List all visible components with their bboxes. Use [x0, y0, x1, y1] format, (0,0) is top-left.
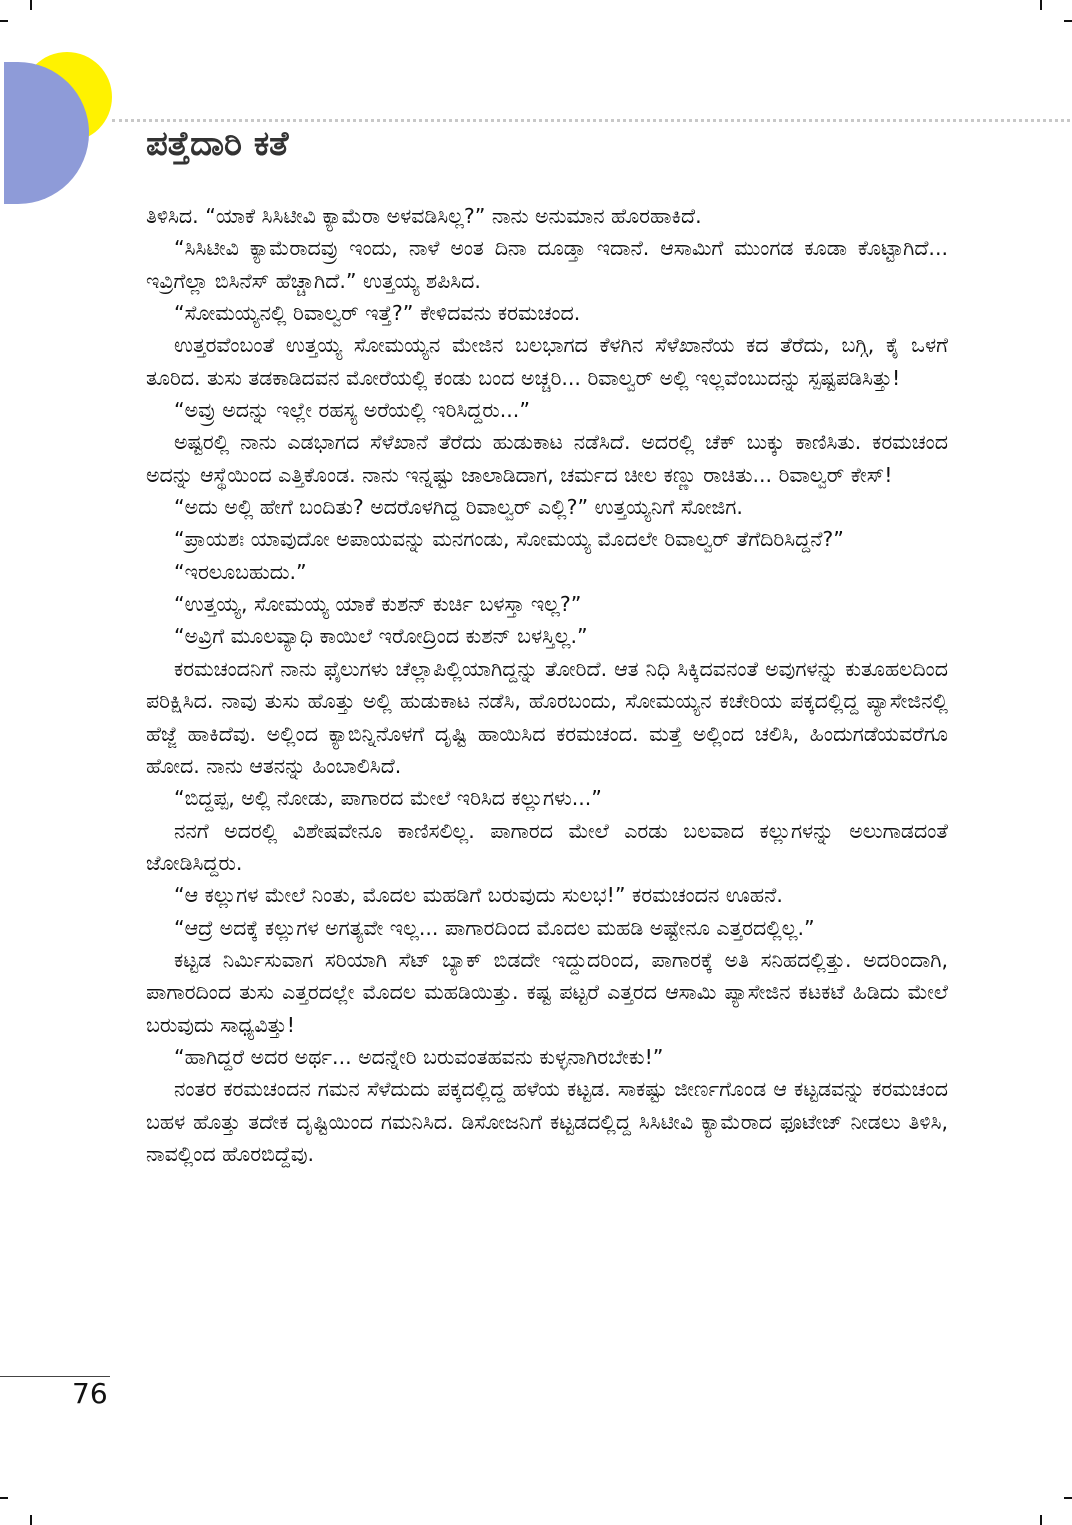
- page-number: 76: [72, 1377, 108, 1410]
- paragraph: “ಇರಲೂಬಹುದು.”: [174, 559, 307, 584]
- crop-mark: [30, 0, 32, 10]
- crop-mark: [1064, 20, 1072, 22]
- paragraph: “ಉತ್ತಯ್ಯ, ಸೋಮಯ್ಯ ಯಾಕೆ ಕುಶನ್ ಕುರ್ಚಿ ಬಳಸ್ತಾ ಇಲ್ಲ?”: [174, 592, 582, 617]
- crop-mark: [1040, 1515, 1042, 1525]
- paragraph: “ಅವ್ರಿಗೆ ಮೂಲವ್ಯಾಧಿ ಕಾಯಿಲೆ ಇರೋದ್ರಿಂದ ಕುಶನ್ ಬಳಸ್ತಿಲ್ಲ.”: [174, 624, 588, 649]
- paragraph: “ಬಿದ್ದಪ್ಪ, ಅಲ್ಲಿ ನೋಡು, ಪಾಗಾರದ ಮೇಲೆ ಇರಿಸಿದ ಕಲ್ಲುಗಳು...”: [174, 786, 602, 811]
- paragraph: ಕಟ್ಟಡ ನಿರ್ಮಿಸುವಾಗ ಸರಿಯಾಗಿ ಸೆಟ್ ಬ್ಯಾಕ್ ಬಿಡದೇ ಇದ್ದುದರಿಂದ, ಪಾಗಾರಕ್ಕೆ ಅತಿ ಸನಿಹದಲ್ಲಿತ್ತು. ಅದರಿಂದಾಗಿ, ಪಾಗಾರದಿಂದ ತುಸು ಎತ್ತರದಲ್ಲೇ ಮೊದಲ ಮಹಡಿಯಿತ್ತು. ಕಷ್ಟ ಪಟ್ಟರೆ ಎತ್ತರದ ಆಸಾಮಿ ಪ್ಯಾಸೇಜಿನ ಕಟಕಟೆ ಹಿಡಿದು ಮೇಲೆ ಬರುವುದು ಸಾಧ್ಯವಿತ್ತು!: [146, 947, 948, 1037]
- paragraph: ನನಗೆ ಅದರಲ್ಲಿ ವಿಶೇಷವೇನೂ ಕಾಣಿಸಲಿಲ್ಲ. ಪಾಗಾರದ ಮೇಲೆ ಎರಡು ಬಲವಾದ ಕಲ್ಲುಗಳನ್ನು ಅಲುಗಾಡದಂತೆ ಜೋಡಿಸಿದ್ದರು.: [146, 818, 948, 875]
- crop-mark: [30, 1515, 32, 1525]
- paragraph: ಕರಮಚಂದನಿಗೆ ನಾನು ಫೈಲುಗಳು ಚೆಲ್ಲಾಪಿಲ್ಲಿಯಾಗಿದ್ದನ್ನು ತೋರಿದೆ. ಆತ ನಿಧಿ ಸಿಕ್ಕಿದವನಂತೆ ಅವುಗಳನ್ನು ಕುತೂಹಲದಿಂದ ಪರಿಕ್ಷಿಸಿದ. ನಾವು ತುಸು ಹೊತ್ತು ಅಲ್ಲಿ ಹುಡುಕಾಟ ನಡೆಸಿ, ಹೊರಬಂದು, ಸೋಮಯ್ಯನ ಕಚೇರಿಯ ಪಕ್ಕದಲ್ಲಿದ್ದ ಪ್ಯಾಸೇಜಿನಲ್ಲಿ ಹೆಜ್ಜೆ ಹಾಕಿದೆವು. ಅಲ್ಲಿಂದ ಕ್ಯಾಬಿನ್ನಿನೊಳಗೆ ದೃಷ್ಟಿ ಹಾಯಿಸಿದ ಕರಮಚಂದ. ಮತ್ತೆ ಅಲ್ಲಿಂದ ಚಲಿಸಿ, ಹಿಂದುಗಡೆಯವರೆಗೂ ಹೋದ. ನಾನು ಆತನನ್ನು ಹಿಂಬಾಲಿಸಿದೆ.: [146, 656, 948, 778]
- crop-mark: [1064, 1497, 1072, 1499]
- paragraph: ಅಷ್ಟರಲ್ಲಿ ನಾನು ಎಡಭಾಗದ ಸೆಳೆಖಾನೆ ತೆರೆದು ಹುಡುಕಾಟ ನಡೆಸಿದೆ. ಅದರಲ್ಲಿ ಚೆಕ್ ಬುಕ್ಕು ಕಾಣಿಸಿತು. ಕರಮಚಂದ ಅದನ್ನು ಆಸ್ಥೆಯಿಂದ ಎತ್ತಿಕೊಂಡ. ನಾನು ಇನ್ನಷ್ಟು ಜಾಲಾಡಿದಾಗ, ಚರ್ಮದ ಚೀಲ ಕಣ್ಣು ರಾಚಿತು... ರಿವಾಲ್ವರ್ ಕೇಸ್!: [146, 430, 948, 487]
- paragraph: “ಸಿಸಿಟೀವಿ ಕ್ಯಾಮೆರಾದವ್ರು ಇಂದು, ನಾಳೆ ಅಂತ ದಿನಾ ದೂಡ್ತಾ ಇದಾನೆ. ಆಸಾಮಿಗೆ ಮುಂಗಡ ಕೂಡಾ ಕೊಟ್ಟಾಗಿದೆ... ಇವ್ರಿಗೆಲ್ಲಾ ಬಿಸಿನೆಸ್ ಹೆಚ್ಚಾಗಿದೆ.” ಉತ್ತಯ್ಯ ಶಪಿಸಿದ.: [146, 236, 948, 293]
- paragraph: ಉತ್ತರವೆಂಬಂತೆ ಉತ್ತಯ್ಯ ಸೋಮಯ್ಯನ ಮೇಜಿನ ಬಲಭಾಗದ ಕೆಳಗಿನ ಸೆಳೆಖಾನೆಯ ಕದ ತೆರೆದು, ಬಗ್ಗಿ, ಕೈ ಒಳಗೆ ತೂರಿದ. ತುಸು ತಡಕಾಡಿದವನ ಮೋರೆಯಲ್ಲಿ ಕಂಡು ಬಂದ ಅಚ್ಚರಿ... ರಿವಾಲ್ವರ್ ಅಲ್ಲಿ ಇಲ್ಲವೆಂಬುದನ್ನು ಸ್ಪಷ್ಟಪಡಿಸಿತ್ತು!: [146, 333, 948, 390]
- paragraph: “ಅವ್ರು ಅದನ್ನು ಇಲ್ಲೇ ರಹಸ್ಯ ಅರೆಯಲ್ಲಿ ಇರಿಸಿದ್ದರು...”: [174, 398, 530, 423]
- paragraph: “ಸೋಮಯ್ಯನಲ್ಲಿ ರಿವಾಲ್ವರ್ ಇತ್ತೆ?” ಕೇಳಿದವನು ಕರಮಚಂದ.: [174, 301, 581, 326]
- paragraph: “ಅದು ಅಲ್ಲಿ ಹೇಗೆ ಬಂದಿತು? ಅದರೊಳಗಿದ್ದ ರಿವಾಲ್ವರ್ ಎಲ್ಲಿ?” ಉತ್ತಯ್ಯನಿಗೆ ಸೋಜಿಗ.: [174, 495, 743, 520]
- crop-mark: [0, 1497, 8, 1499]
- section-title: ಪತ್ತೆದಾರಿ ಕತೆ: [146, 124, 289, 164]
- crop-mark: [1040, 0, 1042, 10]
- paragraph: ನಂತರ ಕರಮಚಂದನ ಗಮನ ಸೆಳೆದುದು ಪಕ್ಕದಲ್ಲಿದ್ದ ಹಳೆಯ ಕಟ್ಟಡ. ಸಾಕಷ್ಟು ಜೀರ್ಣಗೊಂಡ ಆ ಕಟ್ಟಡವನ್ನು ಕರಮಚಂದ ಬಹಳ ಹೊತ್ತು ತದೇಕ ದೃಷ್ಟಿಯಿಂದ ಗಮನಿಸಿದ. ಡಿಸೋಜನಿಗೆ ಕಟ್ಟಡದಲ್ಲಿದ್ದ ಸಿಸಿಟೀವಿ ಕ್ಯಾಮೆರಾದ ಫೂಟೇಜ್ ನೀಡಲು ತಿಳಿಸಿ, ನಾವಲ್ಲಿಂದ ಹೊರಬಿದ್ದೆವು.: [146, 1077, 948, 1166]
- paragraph: “ಹಾಗಿದ್ದರೆ ಅದರ ಅರ್ಥ... ಅದನ್ನೇರಿ ಬರುವಂತಹವನು ಕುಳ್ಳನಾಗಿರಬೇಕು!”: [174, 1044, 664, 1069]
- paragraph: “ಆದ್ರೆ ಅದಕ್ಕೆ ಕಲ್ಲುಗಳ ಅಗತ್ಯವೇ ಇಲ್ಲ... ಪಾಗಾರದಿಂದ ಮೊದಲ ಮಹಡಿ ಅಷ್ಟೇನೂ ಎತ್ತರದಲ್ಲಿಲ್ಲ.”: [174, 915, 815, 940]
- paragraph: “ಪ್ರಾಯಶಃ ಯಾವುದೋ ಅಪಾಯವನ್ನು ಮನಗಂಡು, ಸೋಮಯ್ಯ ಮೊದಲೇ ರಿವಾಲ್ವರ್ ತೆಗೆದಿರಿಸಿದ್ದನೆ?”: [174, 527, 844, 552]
- story-text: [146, 200, 948, 1170]
- crop-mark: [0, 20, 8, 22]
- paragraph: “ಆ ಕಲ್ಲುಗಳ ಮೇಲೆ ನಿಂತು, ಮೊದಲ ಮಹಡಿಗೆ ಬರುವುದು ಸುಲಭ!” ಕರಮಚಂದನ ಊಹನೆ.: [174, 883, 783, 908]
- paragraph: ತಿಳಿಸಿದ. “ಯಾಕೆ ಸಿಸಿಟೀವಿ ಕ್ಯಾಮೆರಾ ಅಳವಡಿಸಿಲ್ಲ?” ನಾನು ಅನುಮಾನ ಹೊರಹಾಕಿದೆ.: [146, 204, 702, 228]
